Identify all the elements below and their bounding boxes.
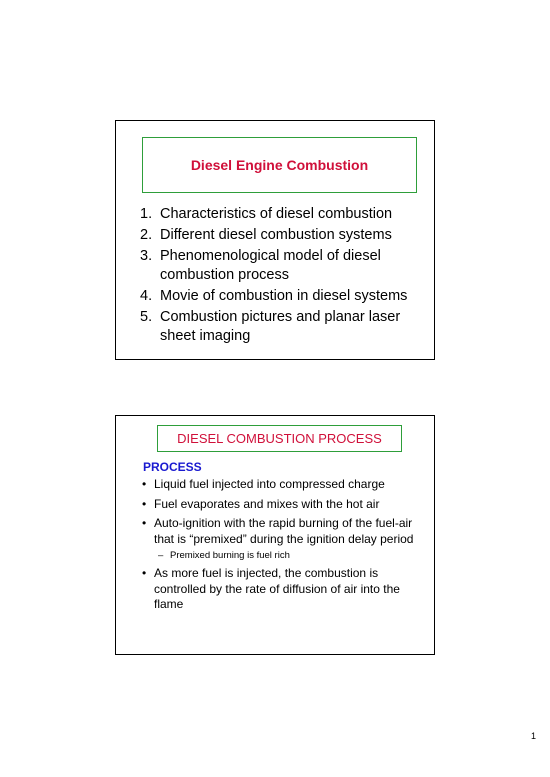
list-item-text: Combustion pictures and planar laser sheet imaging [160, 309, 401, 344]
list-number: 2. [140, 227, 153, 243]
list-item [140, 205, 425, 224]
list-item [140, 287, 425, 306]
numbered-list [140, 205, 425, 348]
bullet-marker: • [142, 496, 147, 511]
list-item [140, 308, 425, 346]
bullet-marker: • [142, 516, 147, 530]
list-item-text: Characteristics of diesel combustion [160, 206, 393, 222]
bullet-item [142, 516, 424, 547]
slide-2 [115, 415, 435, 655]
bullet-text: Liquid fuel injected into compressed charge [154, 477, 385, 491]
list-number: 4. [140, 288, 153, 304]
sub-bullet-marker: – [158, 550, 164, 561]
bullet-text: As more fuel is injected, the combustion is controlled by the rate of diffusion of air into the flame [154, 566, 400, 611]
slide-1 [115, 120, 435, 360]
list-item-text: Different diesel combustion systems [160, 227, 392, 243]
slide-1-title-box [142, 137, 417, 193]
bullet-text: Auto-ignition with the rapid burning of the fuel-air that is “premixed” during the ignition delay period [154, 516, 414, 546]
list-number: 1. [140, 206, 153, 222]
list-number: 5. [140, 309, 153, 325]
slide-2-title-box [157, 425, 402, 452]
list-item [140, 247, 425, 285]
slide-1-title: Diesel Engine Combustion [190, 157, 369, 173]
slide-2-title: DIESEL COMBUSTION PROCESS [177, 431, 382, 446]
list-item [140, 226, 425, 245]
page-number: 1 [530, 731, 536, 741]
list-number: 3. [140, 248, 153, 264]
sub-bullet-text: Premixed burning is fuel rich [170, 550, 290, 561]
bullet-list [142, 477, 424, 617]
bullet-marker: • [142, 566, 147, 580]
bullet-marker: • [142, 477, 147, 491]
bullet-item [142, 477, 424, 493]
list-item-text: Phenomenological model of diesel combustion process [160, 248, 381, 283]
bullet-item [142, 566, 424, 613]
bullet-text: Fuel evaporates and mixes with the hot air [154, 496, 380, 511]
list-item-text: Movie of combustion in diesel systems [160, 288, 408, 304]
section-heading: PROCESS [143, 460, 202, 474]
bullet-item [142, 497, 424, 513]
sub-bullet-item [142, 549, 424, 562]
